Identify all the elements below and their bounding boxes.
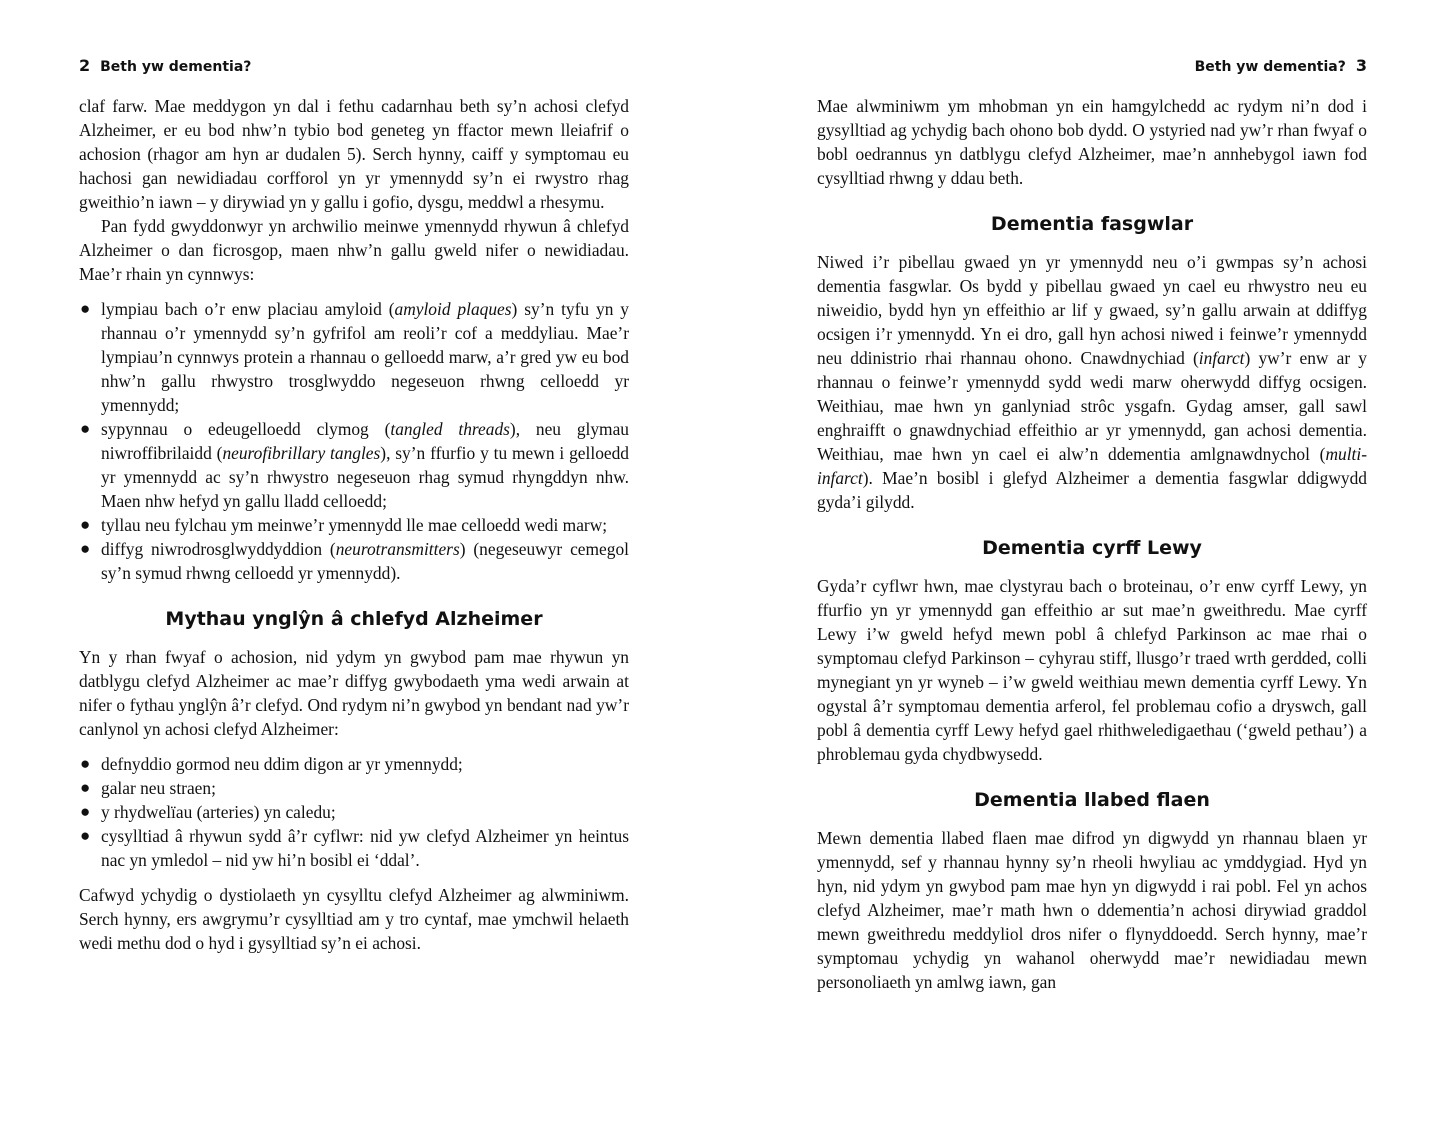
section-heading: Dementia fasgwlar <box>990 213 1194 235</box>
bullet-icon: ● <box>80 802 91 821</box>
page-number: 3 <box>1355 56 1367 75</box>
paragraph: Mae alwminiwm ym mhobman yn ein hamgylchedd ac rydym ni’n dod i gysylltiad ag ychydig bach ohono bob dydd. O ystyried nad yw’r rhan fwyaf o bobl oedrannus yn datblygu clefyd Alzheimer, mae’n annhebygol iawn fod cysylltiad rhwng y ddau beth. <box>817 96 1367 188</box>
bullet-icon: ● <box>80 778 91 797</box>
list-item: ● diffyg niwrodrosglwyddyddion (neurotransmitters) (negeseuwyr cemegol sy’n symud rhwng celloedd yr ymennydd). <box>80 539 629 583</box>
page-number: 2 <box>79 56 91 75</box>
bullet-icon: ● <box>80 515 91 534</box>
paragraph: Gyda’r cyflwr hwn, mae clystyrau bach o broteinau, o’r enw cyrff Lewy, yn ffurfio yn yr ymennydd gan effeithio ar sut mae’n gweithredu. Mae cyrff Lewy i’w gweld hefyd mewn pobl â chlefyd Parkinson ac mae rhai o symptomau clefyd Parkinson – cyhyrau stiff, llusgo’r traed wrth gerdded, colli mynegiant yn yr wyneb – i’w gweld weithiau mewn dementia cyrff Lewy. Yn ogystal â’r symptomau dementia arferol, fel problemau cofio a dryswch, gall pobl â dementia cyrff Lewy hefyd gael rhithweledigaethau (‘gweld pethau’) a phroblemau gyda chydbwysedd. <box>817 576 1367 764</box>
list-item: ● y rhydwelïau (arteries) yn caledu; <box>80 802 336 822</box>
section-heading: Dementia llabed flaen <box>974 789 1210 811</box>
list-item: ● tyllau neu fylchau ym meinwe’r ymennydd lle mae celloedd wedi marw; <box>80 515 608 535</box>
list-item: ● galar neu straen; <box>80 778 216 798</box>
myths-list <box>79 752 629 872</box>
running-head-title: Beth yw dementia? <box>100 59 252 75</box>
paragraph: Yn y rhan fwyaf o achosion, nid ydym yn gwybod pam mae rhywun yn datblygu clefyd Alzheimer ac mae’r diffyg gwybodaeth yma wedi arwain at nifer o fythau ynglŷn â’r clefyd. Ond rydym ni’n gwybod yn bendant nad yw’r canlynol yn achosi clefyd Alzheimer: <box>79 647 629 739</box>
paragraph: Niwed i’r pibellau gwaed yn yr ymennydd neu o’i gwmpas sy’n achosi dementia fasgwlar. Os bydd y pibellau gwaed yn cael eu rhwystro neu eu niweidio, bydd hyn yn effeithio ar lif y gwaed, sy’n gallu arwain at ddiffyg ocsigen i’r ymennydd. Yn ei dro, gall hyn achosi niwed i feinwe’r ymennydd neu ddinistrio rhai rhannau ohono. Cnawdnychiad (infarct) yw’r enw ar y rhannau o feinwe’r ymennydd sydd wedi marw oherwydd diffyg ocsigen. Weithiau, mae hwn yn ganlyniad strôc ysgafn. Gydag amser, gall sawl enghraifft o gnawdnychiad effeithio ar yr ymennydd, gan achosi dementia. Weithiau, mae hwn yn cael ei alw’n ddementia amlgnawdnychol (multi-infarct). Mae’n bosibl i glefyd Alzheimer a dementia fasgwlar ddigwydd gyda’i gilydd. <box>817 252 1368 512</box>
changes-list <box>79 297 629 585</box>
paragraph: Cafwyd ychydig o dystiolaeth yn cysylltu clefyd Alzheimer ag alwminiwm. Serch hynny, ers awgrymu’r cysylltiad am y tro cyntaf, mae ymchwil helaeth wedi methu dod o hyd i gysylltiad sy’n ei achosi. <box>79 885 629 953</box>
section-heading: Dementia cyrff Lewy <box>982 537 1202 559</box>
list-item: ● defnyddio gormod neu ddim digon ar yr ymennydd; <box>80 754 463 774</box>
section-heading: Mythau ynglŷn â chlefyd Alzheimer <box>165 608 543 630</box>
paragraph: claf farw. Mae meddygon yn dal i fethu cadarnhau beth sy’n achosi clefyd Alzheimer, er eu bod nhw’n tybio bod geneteg yn ffactor mewn lleiafrif o achosion (rhagor am hyn ar dudalen 5). Serch hynny, caiff y symptomau eu hachosi gan newidiadau corfforol yn yr ymennydd sy’n ei rwystro rhag gweithio’n iawn – y dirywiad yn y gallu i gofio, dysgu, meddwl a rhesymu. <box>79 96 629 212</box>
bullet-icon: ● <box>80 539 91 558</box>
bullet-icon: ● <box>80 419 91 438</box>
right-running-head <box>817 54 1367 79</box>
paragraph: Mewn dementia llabed flaen mae difrod yn digwydd yn rhannau blaen yr ymennydd, sef y rhannau hynny sy’n rheoli hwyliau ac ymddygiad. Hyd yn hyn, nid ydym yn gwybod pam mae hyn yn digwydd i rai pobl. Fel yn achos clefyd Alzheimer, mae’r math hwn o ddementia’n achosi dirywiad graddol mewn gweithredu meddyliol dros nifer o flynyddoedd. Serch hynny, mae’r symptomau ychydig yn wahanol oherwydd mae’r newidiadau mewn personoliaeth yn amlwg iawn, gan <box>817 828 1367 992</box>
left-running-head <box>79 54 629 79</box>
list-item: ● cysylltiad â rhywun sydd â’r cyflwr: nid yw clefyd Alzheimer yn heintus nac yn ymledol – nid yw hi’n bosibl ei ‘ddal’. <box>80 826 629 870</box>
bullet-icon: ● <box>80 754 91 773</box>
left-page-body <box>79 94 629 955</box>
list-item: ● sypynnau o edeugelloedd clymog (tangled threads), neu glymau niwroffibrilaidd (neurofibrillary tangles), sy’n ffurfio y tu mewn i gelloedd yr ymennydd ac sy’n rhwystro negeseuon rhag symud rhyngddyn nhw. Maen nhw hefyd yn gallu lladd celloedd; <box>80 419 629 511</box>
right-page-body <box>817 94 1367 994</box>
running-head-title: Beth yw dementia? <box>1194 59 1346 75</box>
bullet-icon: ● <box>80 299 91 318</box>
paragraph: Pan fydd gwyddonwyr yn archwilio meinwe ymennydd rhywun â chlefyd Alzheimer o dan ficrosgop, maen nhw’n gallu gweld nifer o newidiadau. Mae’r rhain yn cynnwys: <box>79 216 629 284</box>
bullet-icon: ● <box>80 826 91 845</box>
list-item: ● lympiau bach o’r enw placiau amyloid (amyloid plaques) sy’n tyfu yn y rhannau o’r ymennydd sy’n gyfrifol am reoli’r cof a meddyliau. Mae’r lympiau’n cynnwys protein a rhannau o gelloedd marw, a’r gred yw eu bod nhw’n gallu rhwystro trosglwyddo negeseuon rhwng celloedd yr ymennydd; <box>80 299 629 415</box>
